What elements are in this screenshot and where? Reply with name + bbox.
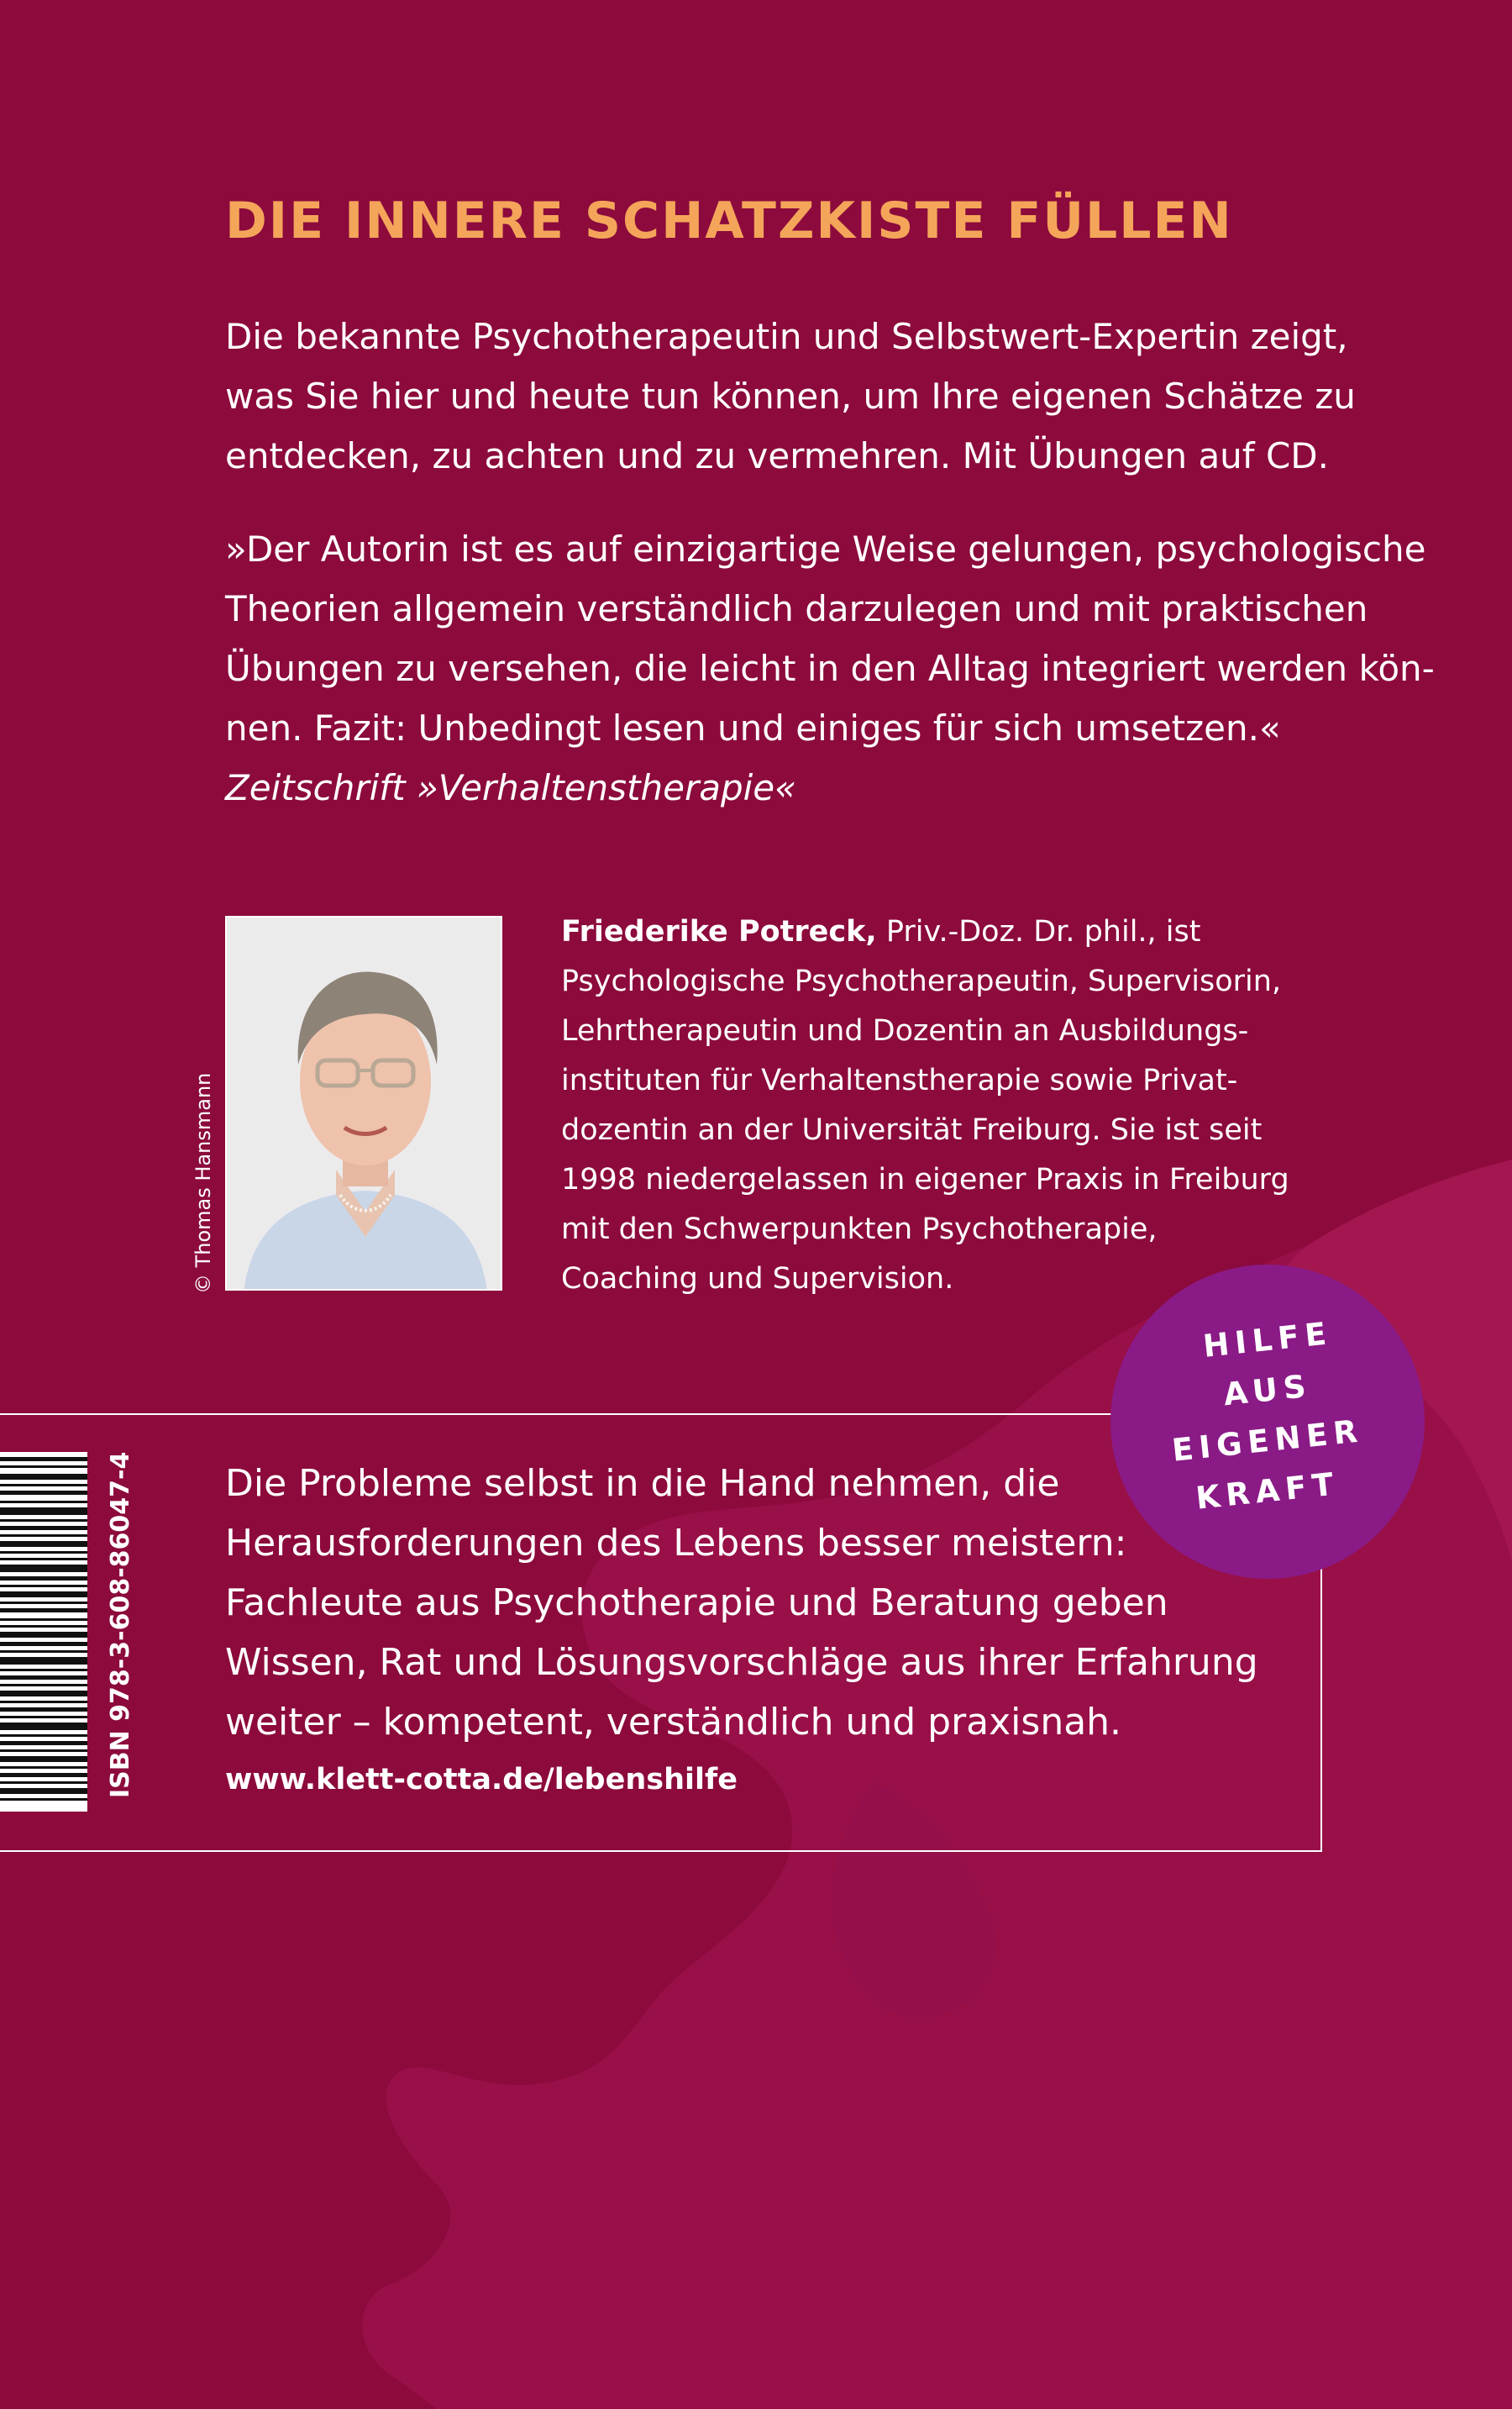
review-line: Theorien allgemein verständlich darzulegen und mit praktischen [225, 588, 1368, 629]
series-description [225, 1454, 1258, 1752]
bio-line: Lehrtherapeutin und Dozentin an Ausbildungs- [561, 1014, 1249, 1048]
bio-line: 1998 niedergelassen in eigener Praxis in Freiburg [561, 1163, 1289, 1197]
author-photo [225, 916, 502, 1291]
badge-line: HILFE [1201, 1315, 1334, 1365]
author-title: Priv.-Doz. Dr. phil., ist [876, 915, 1201, 949]
frame-top-rule [0, 1413, 1126, 1415]
barcode-bars [0, 1452, 87, 1812]
series-line: Herausforderungen des Lebens besser meistern: [225, 1522, 1127, 1565]
author-bio [561, 907, 1289, 1304]
frame-right-rule [1320, 1546, 1322, 1852]
intro-line: Die bekannte Psychotherapeutin und Selbstwert-Expertin zeigt, [225, 316, 1348, 357]
photo-credit: © Thomas Hansmann [192, 1072, 215, 1294]
bio-line: mit den Schwerpunkten Psychotherapie, [561, 1212, 1158, 1246]
bio-first-line [561, 907, 1289, 957]
bio-line: instituten für Verhaltenstherapie sowie Privat- [561, 1064, 1238, 1097]
bio-line: Coaching und Supervision. [561, 1262, 954, 1296]
intro-line: was Sie hier und heute tun können, um Ihre eigenen Schätze zu [225, 376, 1356, 417]
barcode [0, 1452, 87, 1812]
author-portrait [227, 918, 502, 1291]
series-line: weiter – kompetent, verständlich und praxisnah. [225, 1701, 1122, 1744]
publisher-url: www.klett-cotta.de/lebenshilfe [225, 1763, 738, 1796]
bio-line: Psychologische Psychotherapeutin, Supervisorin, [561, 965, 1282, 998]
author-name: Friederike Potreck, [561, 915, 877, 949]
series-line: Fachleute aus Psychotherapie und Beratung geben [225, 1581, 1168, 1624]
isbn: ISBN 978-3-608-86047-4 [106, 1451, 135, 1798]
series-line: Wissen, Rat und Lösungsvorschläge aus ihrer Erfahrung [225, 1641, 1258, 1684]
review-line: Übungen zu versehen, die leicht in den Alltag integriert werden kön- [225, 648, 1435, 689]
badge-line: EIGENER [1170, 1412, 1365, 1469]
frame-bottom-rule [0, 1850, 1322, 1852]
bio-line: dozentin an der Universität Freiburg. Sie ist seit [561, 1113, 1263, 1147]
badge-line: AUS [1221, 1367, 1314, 1413]
headline: DIE INNERE SCHATZKISTE FÜLLEN [225, 192, 1233, 250]
intro-text [225, 307, 1356, 486]
series-line: Die Probleme selbst in die Hand nehmen, die [225, 1462, 1060, 1505]
review-quote [225, 519, 1435, 818]
badge-line: KRAFT [1194, 1465, 1341, 1517]
review-source: Zeitschrift »Verhaltenstherapie« [225, 767, 797, 808]
intro-line: entdecken, zu achten und zu vermehren. Mit Übungen auf CD. [225, 435, 1329, 476]
review-line: nen. Fazit: Unbedingt lesen und einiges für sich umsetzen.« [225, 707, 1281, 749]
review-line: »Der Autorin ist es auf einzigartige Weise gelungen, psychologische [225, 529, 1426, 570]
